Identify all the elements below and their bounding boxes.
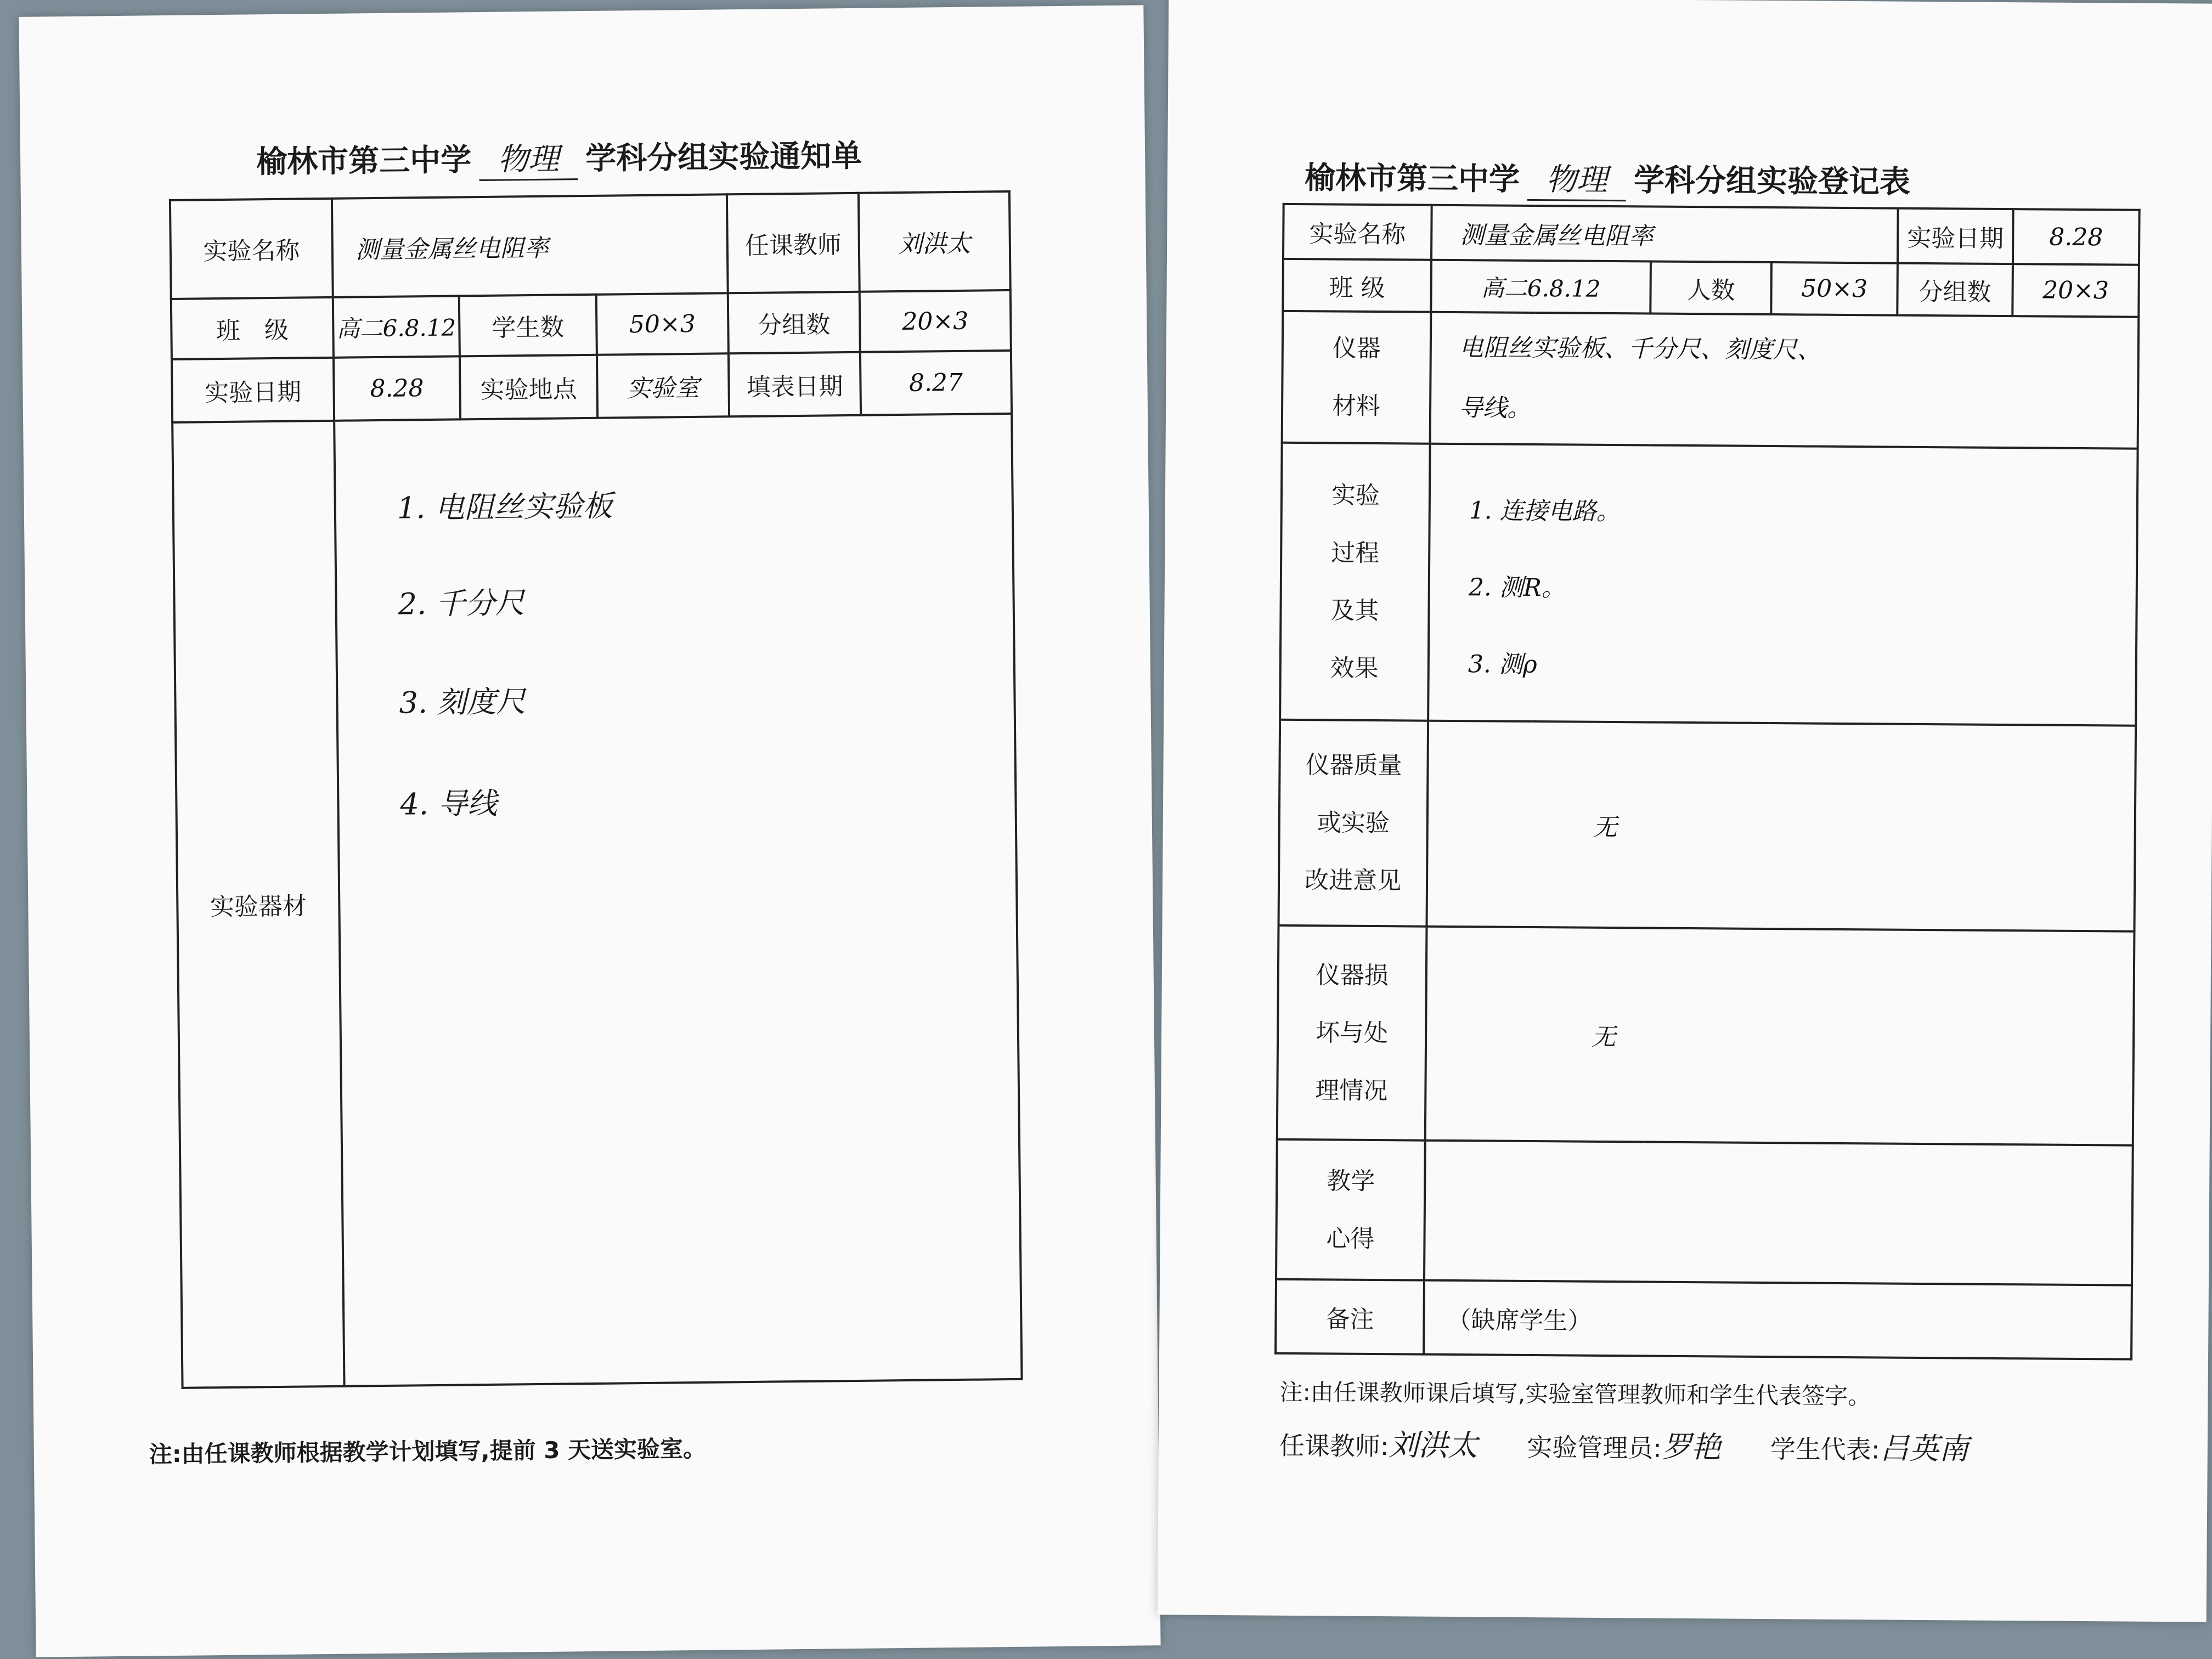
r-label-process-line: 实验	[1331, 481, 1380, 510]
value-class: 高二6.8.12	[333, 296, 460, 357]
value-teacher: 刘洪太	[859, 191, 1011, 292]
student-signature-label: 学生代表:	[1770, 1434, 1880, 1465]
label-fill-date: 填表日期	[729, 352, 861, 417]
r-value-experiment-date: 8.28	[2013, 209, 2140, 265]
right-footnote: 注:由任课教师课后填写,实验室管理教师和学生代表签字。	[1279, 1378, 1871, 1410]
manager-signature: 罗艳	[1661, 1429, 1722, 1465]
label-location: 实验地点	[460, 355, 597, 420]
r-value-instruments	[1430, 312, 2139, 449]
equipment-item: 4. 导线	[400, 786, 498, 822]
left-form-title	[256, 132, 862, 184]
r-label-quality-line: 或实验	[1317, 809, 1390, 838]
label-equipment: 实验器材	[172, 421, 344, 1388]
right-title-subject: 物理	[1527, 155, 1627, 201]
equipment-cell	[334, 414, 1022, 1386]
equipment-item: 3. 刻度尺	[399, 684, 526, 720]
r-label-instruments-line: 仪器	[1332, 334, 1381, 363]
value-group-count: 20×3	[860, 290, 1011, 352]
r-label-damage-line: 理情况	[1315, 1076, 1388, 1105]
r-label-reflection-line: 心得	[1326, 1224, 1375, 1253]
right-title-suffix: 学科分组实验登记表	[1633, 162, 1911, 200]
r-label-group-count: 分组数	[1897, 263, 2013, 316]
r-label-people-count: 人数	[1650, 262, 1771, 315]
r-process-item: 3. 测ρ	[1468, 650, 1537, 679]
r-label-quality-line: 改进意见	[1304, 866, 1402, 895]
r-label-reflection-line: 教学	[1327, 1166, 1375, 1195]
r-label-instruments-line: 材料	[1331, 392, 1381, 421]
label-class: 班 级	[171, 297, 334, 359]
right-form-title	[1305, 154, 1911, 204]
r-label-process-line: 及其	[1330, 596, 1379, 625]
left-title-subject: 物理	[479, 134, 578, 181]
left-form-table	[169, 190, 1023, 1389]
r-value-people-count: 50×3	[1771, 262, 1898, 315]
manager-signature-label: 实验管理员:	[1527, 1432, 1662, 1463]
left-notification-sheet	[19, 5, 1160, 1657]
r-value-damage: 无	[1425, 927, 2135, 1146]
value-fill-date: 8.27	[860, 351, 1012, 415]
right-form-table	[1274, 203, 2141, 1361]
r-instruments-line: 导线。	[1458, 394, 1532, 422]
r-label-remarks: 备注	[1276, 1279, 1424, 1355]
value-experiment-date: 8.28	[334, 356, 460, 420]
value-experiment-name: 测量金属丝电阻率	[332, 194, 728, 297]
student-signature: 吕英南	[1880, 1431, 1969, 1466]
r-value-experiment-name: 测量金属丝电阻率	[1431, 205, 1898, 263]
r-process-item: 1. 连接电路。	[1469, 496, 1621, 526]
r-value-process	[1428, 444, 2137, 726]
r-label-experiment-date: 实验日期	[1898, 208, 2013, 264]
r-label-reflection	[1276, 1139, 1425, 1280]
r-value-quality: 无	[1426, 721, 2136, 932]
left-title-suffix: 学科分组实验通知单	[585, 138, 862, 177]
r-value-group-count: 20×3	[2012, 264, 2139, 317]
right-registration-sheet	[1158, 0, 2212, 1622]
r-label-quality	[1279, 720, 1429, 927]
equipment-item: 2. 千分尺	[398, 585, 525, 622]
r-label-experiment-name: 实验名称	[1283, 204, 1432, 260]
r-label-process-line: 过程	[1331, 538, 1380, 567]
r-label-process-line: 效果	[1330, 653, 1379, 682]
r-label-instruments	[1282, 311, 1431, 444]
r-value-class: 高二6.8.12	[1431, 260, 1651, 314]
signature-row	[1279, 1421, 1969, 1468]
r-label-damage-line: 坏与处	[1315, 1018, 1389, 1047]
teacher-signature-label: 任课教师:	[1279, 1430, 1389, 1462]
equipment-item: 1. 电阻丝实验板	[397, 488, 613, 526]
r-process-item: 2. 测R。	[1468, 573, 1566, 602]
right-title-prefix: 榆林市第三中学	[1304, 160, 1520, 198]
r-instruments-line: 电阻丝实验板、千分尺、刻度尺、	[1459, 334, 1822, 364]
r-label-process	[1280, 443, 1430, 721]
left-footnote: 注:由任课教师根据教学计划填写,提前 3 天送实验室。	[149, 1435, 707, 1468]
value-student-count: 50×3	[596, 293, 729, 355]
r-label-class: 班 级	[1283, 259, 1431, 312]
r-label-quality-line: 仪器质量	[1305, 751, 1402, 780]
r-value-remarks: （缺席学生）	[1424, 1280, 2132, 1359]
label-group-count: 分组数	[728, 292, 860, 354]
label-experiment-date: 实验日期	[172, 358, 334, 422]
label-student-count: 学生数	[459, 295, 597, 357]
r-value-reflection	[1424, 1141, 2133, 1285]
teacher-signature: 刘洪太	[1389, 1427, 1478, 1463]
left-title-prefix: 榆林市第三中学	[256, 142, 472, 180]
r-label-damage-line: 仪器损	[1316, 961, 1389, 990]
label-experiment-name: 实验名称	[170, 199, 333, 299]
label-teacher: 任课教师	[727, 193, 860, 294]
value-location: 实验室	[597, 353, 729, 418]
r-label-damage	[1277, 926, 1427, 1141]
